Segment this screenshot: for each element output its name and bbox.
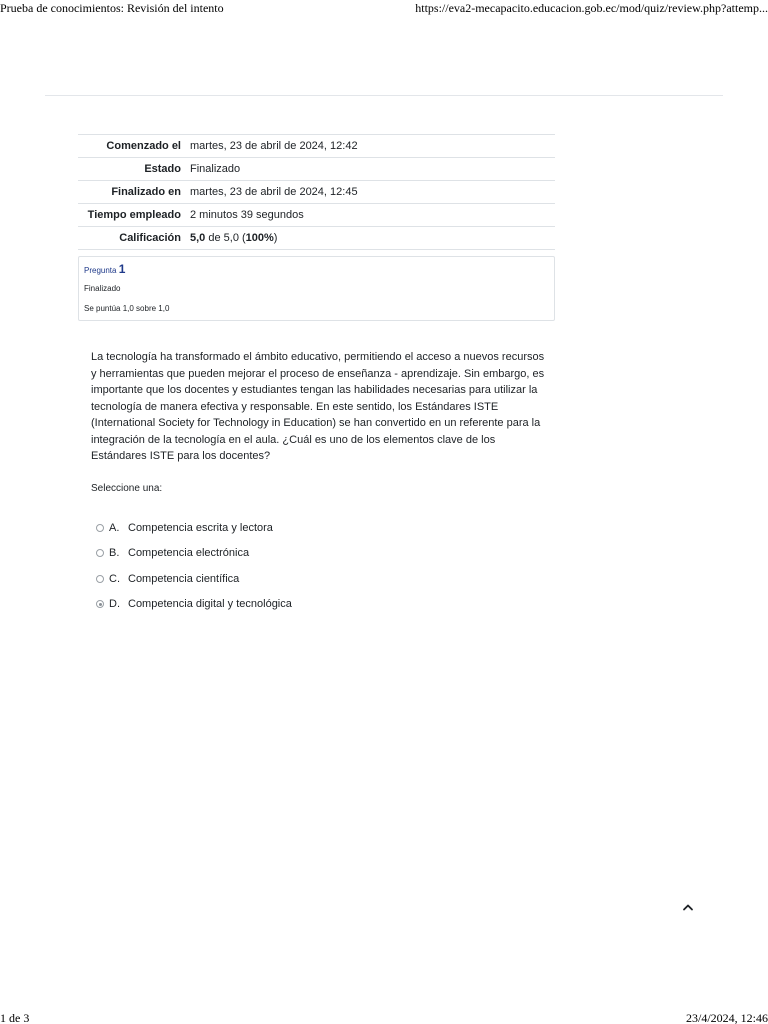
answer-letter: D. <box>109 598 120 611</box>
question-info-box <box>78 256 555 321</box>
answer-letter: A. <box>109 521 120 534</box>
question-text: La tecnología ha transformado el ámbito educativo, permitiendo el acceso a nuevos recursos y herramientas que pueden mejorar el proceso de enseñanza - aprendizaje. Sin embargo, es importante que los docentes y estudiantes tengan las habilidades necesarias para utilizar la tecnología de manera efectiva y responsable. En este sentido, los Estándares ISTE (International Society for Technology in Education) se han convertido en un referente para la integración de la tecnología en el aula. ¿Cuál es uno de los elementos clave de los Estándares ISTE para los docentes? <box>91 351 545 462</box>
grade-of-text: de 5,0 ( <box>205 232 246 244</box>
summary-row-state <box>78 158 555 181</box>
attempt-summary-table <box>78 134 555 250</box>
answer-text: Competencia electrónica <box>128 547 250 560</box>
grade-score: 5,0 <box>190 232 206 244</box>
answer-list <box>96 515 292 617</box>
chevron-up-icon <box>682 903 694 911</box>
summary-label: Finalizado en <box>78 181 186 204</box>
summary-row-time-taken <box>78 204 555 227</box>
grade-percent: 100% <box>245 232 274 244</box>
print-header-url: https://eva2-mecapacito.educacion.gob.ec/mod/quiz/review.php?attemp... <box>415 1 768 15</box>
answer-text: Competencia escrita y lectora <box>128 521 273 534</box>
answer-text: Competencia digital y tecnológica <box>128 598 292 611</box>
summary-row-grade <box>78 227 555 250</box>
summary-value: 2 minutos 39 segundos <box>186 204 555 227</box>
question-number-value: 1 <box>118 262 126 276</box>
summary-label: Comenzado el <box>78 135 186 158</box>
answer-option-d[interactable] <box>96 592 292 618</box>
radio-icon[interactable] <box>96 575 104 583</box>
summary-label: Tiempo empleado <box>78 204 186 227</box>
print-footer-page: 1 de 3 <box>0 1011 30 1024</box>
answer-text: Competencia científica <box>128 572 240 585</box>
answer-option-a[interactable] <box>96 515 292 541</box>
summary-value: martes, 23 de abril de 2024, 12:45 <box>186 181 555 204</box>
radio-icon[interactable] <box>96 549 104 557</box>
answer-letter: C. <box>109 572 120 585</box>
summary-value: martes, 23 de abril de 2024, 12:42 <box>186 135 555 158</box>
radio-icon[interactable] <box>96 524 104 532</box>
print-footer-datetime: 23/4/2024, 12:46 <box>685 1011 768 1024</box>
answer-prompt: Seleccione una: <box>91 483 163 494</box>
summary-row-completed <box>78 181 555 204</box>
back-to-top-button[interactable] <box>680 900 696 914</box>
print-header-title: Prueba de conocimientos: Revisión del intento <box>0 1 224 15</box>
summary-value <box>186 227 555 250</box>
answer-option-b[interactable] <box>96 541 292 567</box>
summary-label: Calificación <box>78 227 186 250</box>
radio-checked-icon[interactable] <box>96 600 104 608</box>
answer-option-c[interactable] <box>96 566 292 592</box>
summary-row-started <box>78 135 555 158</box>
question-number <box>84 262 125 276</box>
question-label: Pregunta <box>84 266 117 275</box>
question-grade: Se puntúa 1,0 sobre 1,0 <box>84 304 170 313</box>
grade-close: ) <box>273 232 278 244</box>
answer-letter: B. <box>109 547 120 560</box>
summary-value: Finalizado <box>186 158 555 181</box>
question-state: Finalizado <box>84 284 121 293</box>
divider <box>45 95 723 96</box>
summary-label: Estado <box>78 158 186 181</box>
